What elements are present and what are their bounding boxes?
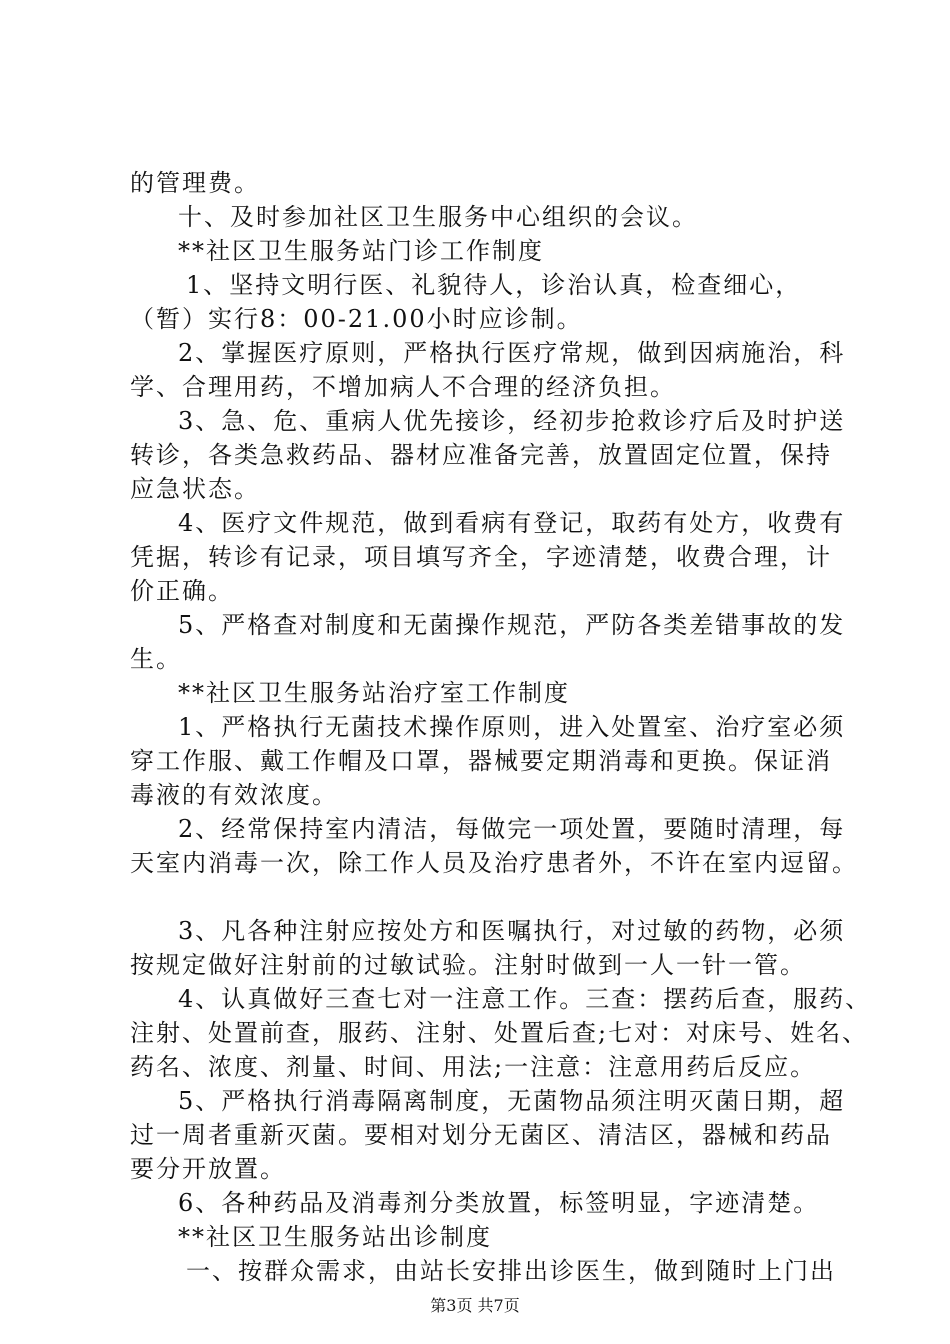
text-line: 注射、处置前查，服药、注射、处置后查;七对：对床号、姓名、 [130, 1019, 869, 1047]
section-heading: **社区卫生服务站治疗室工作制度 [178, 679, 570, 707]
text-line: 天室内消毒一次，除工作人员及治疗患者外，不许在室内逗留。 [130, 849, 858, 877]
text-line: 要分开放置。 [130, 1155, 286, 1183]
text-line: 毒液的有效浓度。 [130, 781, 338, 809]
text-line: 学、合理用药，不增加病人不合理的经济负担。 [130, 373, 676, 401]
text-line: 3、急、危、重病人优先接诊，经初步抢救诊疗后及时护送 [178, 407, 846, 435]
text-line: 2、掌握医疗原则，严格执行医疗常规，做到因病施治，科 [178, 339, 846, 367]
text-line: 6、各种药品及消毒剂分类放置，标签明显，字迹清楚。 [178, 1189, 820, 1217]
text-line: 过一周者重新灭菌。要相对划分无菌区、清洁区，器械和药品 [130, 1121, 832, 1149]
text-line: 生。 [130, 645, 182, 673]
text-line: 十、及时参加社区卫生服务中心组织的会议。 [178, 203, 698, 231]
blank-line [130, 880, 834, 914]
page-number-footer: 第3页 共7页 [430, 1296, 520, 1315]
text-line: 4、医疗文件规范，做到看病有登记，取药有处方，收费有 [178, 509, 846, 537]
text-line: 1、严格执行无菌技术操作原则，进入处置室、治疗室必须 [178, 713, 846, 741]
text-line: （暂）实行8：00-21.00小时应诊制。 [130, 305, 583, 333]
text-line: 的管理费。 [130, 169, 260, 197]
text-line: 应急状态。 [130, 475, 260, 503]
text-line: 5、严格执行消毒隔离制度，无菌物品须注明灭菌日期，超 [178, 1087, 846, 1115]
text-line: 转诊，各类急救药品、器材应准备完善，放置固定位置，保持 [130, 441, 832, 469]
text-line: 4、认真做好三查七对一注意工作。三查：摆药后查，服药、 [178, 985, 872, 1013]
text-line: 5、严格查对制度和无菌操作规范，严防各类差错事故的发 [178, 611, 846, 639]
text-line: 1、坚持文明行医、礼貌待人，诊治认真，检查细心， [186, 271, 802, 299]
text-line: 按规定做好注射前的过敏试验。注射时做到一人一针一管。 [130, 951, 806, 979]
text-line: 药名、浓度、剂量、时间、用法;一注意：注意用药后反应。 [130, 1053, 817, 1081]
body-text [130, 166, 872, 1288]
text-line: 3、凡各种注射应按处方和医嘱执行，对过敏的药物，必须 [178, 917, 846, 945]
text-line: 穿工作服、戴工作帽及口罩，器械要定期消毒和更换。保证消 [130, 747, 832, 775]
text-line: 一、按群众需求，由站长安排出诊医生，做到随时上门出 [186, 1257, 836, 1285]
section-heading: **社区卫生服务站门诊工作制度 [178, 237, 544, 265]
text-line: 凭据，转诊有记录，项目填写齐全，字迹清楚，收费合理，计 [130, 543, 832, 571]
section-heading: **社区卫生服务站出诊制度 [178, 1223, 492, 1251]
text-line: 价正确。 [130, 577, 234, 605]
text-line: 2、经常保持室内清洁，每做完一项处置，要随时清理，每 [178, 815, 846, 843]
